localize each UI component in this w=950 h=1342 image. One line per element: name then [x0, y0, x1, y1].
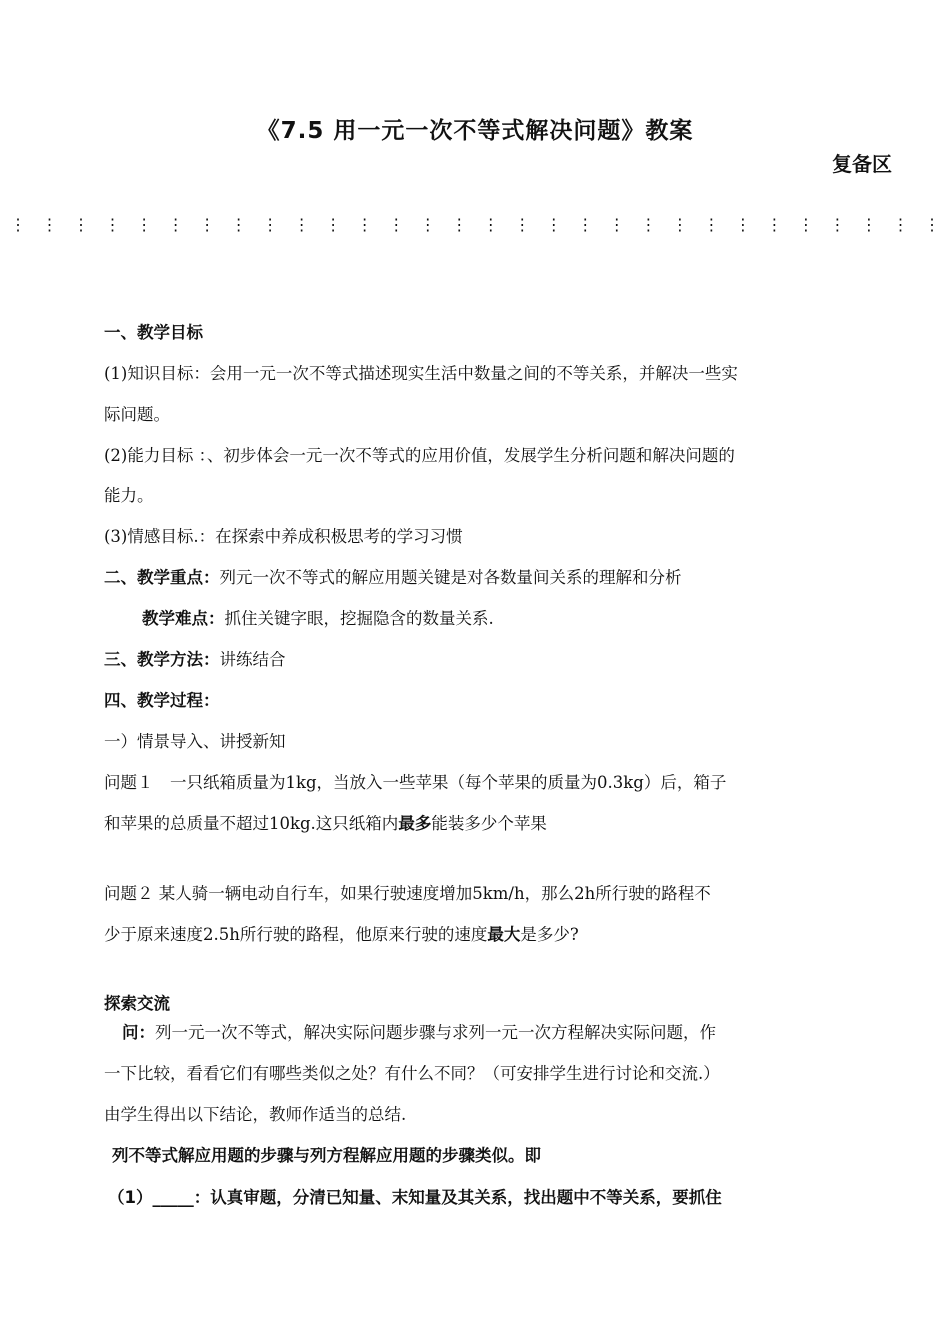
separator-dot: ⋮: [860, 215, 877, 234]
separator-dot: ⋮: [104, 215, 121, 234]
ability-objective-line2: 能力。: [104, 486, 154, 505]
separator-dot: ⋮: [10, 215, 26, 234]
separator-dot: ⋮: [892, 215, 909, 234]
explore-question-line3: 由学生得出以下结论，教师作适当的总结.: [104, 1105, 407, 1124]
objectives-heading: 一、教学目标: [104, 323, 203, 342]
difficult-points-text: 抓住关键字眼，挖掘隐含的数量关系.: [224, 609, 494, 628]
separator-dot: ⋮: [514, 215, 531, 234]
separator-dot: ⋮: [388, 215, 405, 234]
question2-text-a: 少于原来速度2.5h所行驶的路程，他原来行驶的速度: [104, 925, 488, 944]
question1-text-b: 能装多少个苹果: [431, 814, 547, 833]
method-row: [104, 649, 286, 671]
steps-conclusion: 列不等式解应用题的步骤与列方程解应用题的步骤类似。即: [112, 1146, 541, 1165]
difficult-points-row: [142, 608, 494, 630]
separator-dot: ⋮: [829, 215, 846, 234]
knowledge-objective-line1: (1)知识目标：会用一元一次不等式描述现实生活中数量之间的不等关系，并解决一些实: [104, 364, 738, 383]
separator-dot: ⋮: [608, 215, 625, 234]
separator-dot: ⋮: [923, 215, 940, 234]
question2-line2: [104, 924, 579, 946]
separator-dot: ⋮: [482, 215, 499, 234]
explore-question-line2: 一下比较，看看它们有哪些类似之处？有什么不同？（可安排学生进行讨论和交流.）: [104, 1064, 720, 1083]
question1-text-a: 和苹果的总质量不超过10kg.这只纸箱内: [104, 814, 399, 833]
question2-line1: 问题２ 某人骑一辆电动自行车，如果行驶速度增加5km/h，那么2h所行驶的路程不: [104, 884, 711, 903]
separator-dot: ⋮: [640, 215, 657, 234]
explore-question-text: 列一元一次不等式，解决实际问题步骤与求列一元一次方程解决实际问题，作: [155, 1023, 716, 1042]
separator-dot: ⋮: [356, 215, 373, 234]
key-points-label: 二、教学重点：: [104, 568, 220, 587]
separator-dot: ⋮: [136, 215, 153, 234]
separator-dot: ⋮: [703, 215, 720, 234]
process-heading: 四、教学过程：: [104, 691, 220, 710]
key-points-text: 列元一次不等式的解应用题关键是对各数量间关系的理解和分析: [219, 568, 682, 587]
separator-dot: ⋮: [230, 215, 247, 234]
separator-dot: ⋮: [577, 215, 594, 234]
question2-emphasis: 最大: [487, 925, 521, 944]
separator-dot: ⋮: [73, 215, 90, 234]
difficult-points-label: 教学难点：: [142, 609, 225, 628]
prep-area-label: 复备区: [832, 152, 892, 176]
ability-objective-line1: (2)能力目标 ：、初步体会一元一次不等式的应用价值，发展学生分析问题和解决问题的: [104, 446, 735, 465]
question1-emphasis: 最多: [398, 814, 432, 833]
separator-dot: ⋮: [262, 215, 279, 234]
step1-text: ：认真审题，分清已知量、末知量及其关系，找出题中不等关系，要抓住: [193, 1188, 722, 1207]
emotion-objective: (3)情感目标.：在探索中养成积极思考的学习习惯: [104, 527, 463, 546]
document-title: 《7.5 用一元一次不等式解决问题》教案: [256, 118, 694, 144]
knowledge-objective-line2: 际问题。: [104, 405, 170, 424]
separator-dot: ⋮: [199, 215, 216, 234]
dotted-separator: [0, 212, 950, 238]
separator-dot: ⋮: [451, 215, 468, 234]
separator-dot: ⋮: [734, 215, 751, 234]
explore-question-line1: [122, 1022, 716, 1044]
process-subheading: 一）情景导入、讲授新知: [104, 732, 286, 751]
separator-dot: ⋮: [545, 215, 562, 234]
step1-blank: _____: [152, 1188, 194, 1207]
step1-number: （1）: [108, 1188, 153, 1207]
method-text: 讲练结合: [219, 650, 286, 669]
separator-dot: ⋮: [419, 215, 436, 234]
question2-text-b: 是多少?: [520, 925, 579, 944]
question1-line2: [104, 813, 547, 835]
separator-dot: ⋮: [797, 215, 814, 234]
separator-dot: ⋮: [671, 215, 688, 234]
step1-line: [108, 1187, 722, 1209]
separator-dot: ⋮: [167, 215, 184, 234]
separator-dot: ⋮: [325, 215, 342, 234]
explore-question-label: 问：: [122, 1023, 155, 1042]
separator-dot: ⋮: [293, 215, 310, 234]
separator-dot: ⋮: [766, 215, 783, 234]
explore-heading: 探索交流: [104, 994, 170, 1013]
key-points-row: [104, 567, 682, 589]
separator-dot: ⋮: [41, 215, 58, 234]
method-label: 三、教学方法：: [104, 650, 220, 669]
question1-line1: 问题１ 一只纸箱质量为1kg，当放入一些苹果（每个苹果的质量为0.3kg）后，箱子: [104, 773, 727, 792]
